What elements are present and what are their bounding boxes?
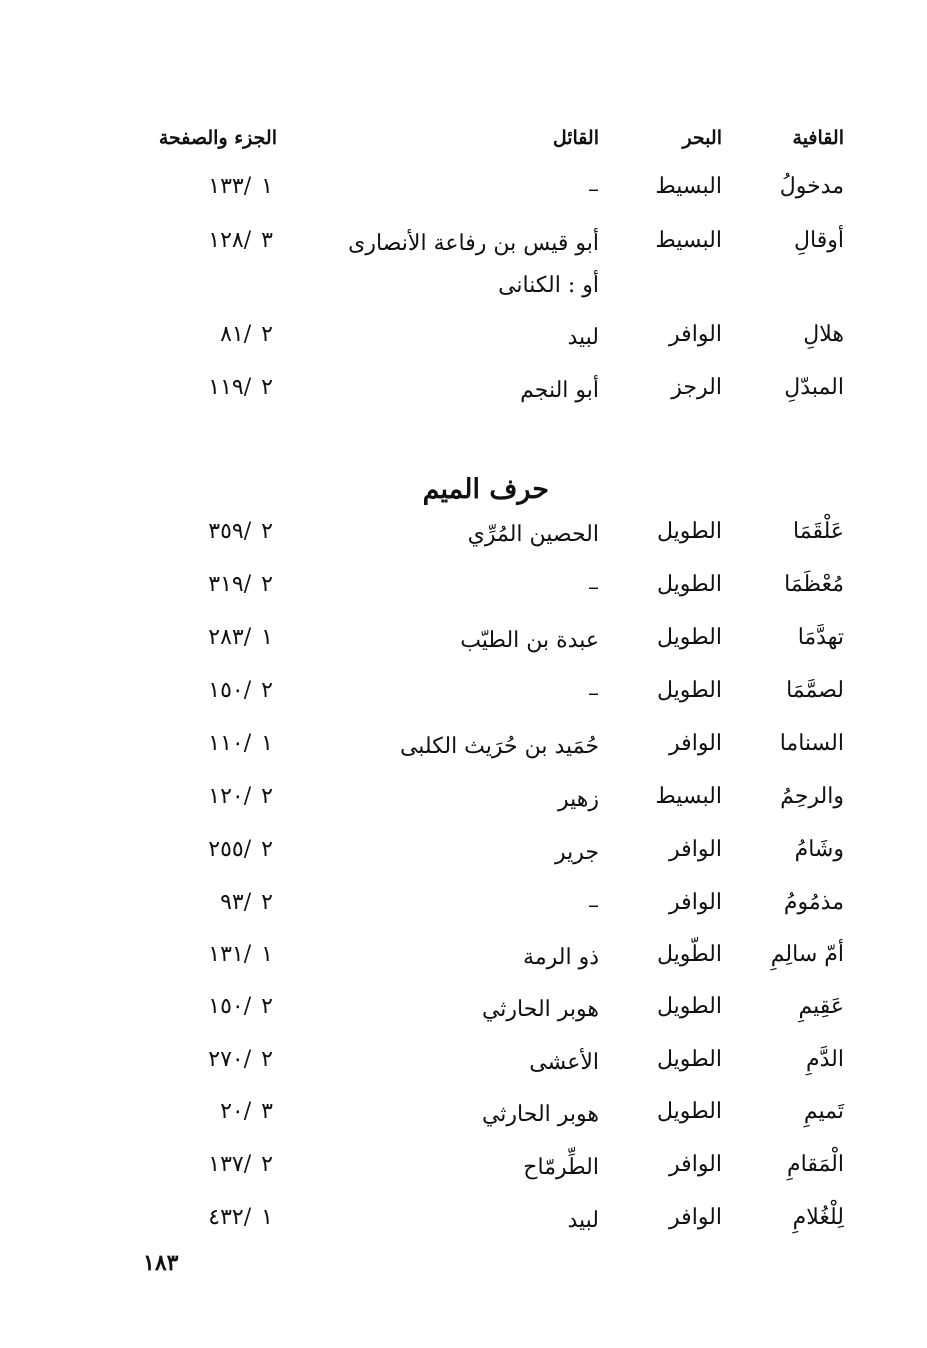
rhyme-cell: مذمُومُ <box>783 890 844 915</box>
header-ref: الجزء والصفحة <box>158 127 277 149</box>
meter-cell: الطويل <box>656 519 722 544</box>
ref-cell <box>208 170 273 204</box>
meter-cell: البسيط <box>655 228 722 253</box>
meter-cell: الطويل <box>656 1047 722 1072</box>
volume-number: ١ <box>261 1205 273 1230</box>
poet-cell: أبو قيس بن رفاعة الأنصارى <box>348 231 599 256</box>
table-row <box>0 727 927 771</box>
poet-cell: ذو الرمة <box>523 945 599 970</box>
rhyme-cell: تهدَّمَا <box>797 625 844 650</box>
page-ref: /١٢٨ <box>208 228 252 253</box>
ref-cell <box>220 318 273 352</box>
meter-cell: الطويل <box>656 625 722 650</box>
ref-cell <box>208 674 273 708</box>
table-row <box>0 1095 927 1139</box>
volume-number: ٢ <box>261 1047 273 1072</box>
meter-cell: الوافر <box>669 1205 722 1230</box>
meter-cell: الوافر <box>669 1152 722 1177</box>
table-row <box>0 1201 927 1245</box>
volume-number: ٢ <box>261 519 273 544</box>
volume-number: ٢ <box>261 994 273 1019</box>
volume-number: ١ <box>261 625 273 650</box>
table-row <box>0 371 927 415</box>
ref-cell <box>208 1148 273 1182</box>
volume-number: ٢ <box>261 678 273 703</box>
header-rhyme: القافية <box>792 127 844 149</box>
table-row <box>0 568 927 612</box>
rhyme-cell: أوقالِ <box>794 228 844 253</box>
ref-cell <box>208 780 273 814</box>
ref-cell <box>208 1201 273 1235</box>
meter-cell: الوافر <box>669 890 722 915</box>
header-meter: البحر <box>682 127 722 149</box>
rhyme-cell: السناما <box>779 731 844 756</box>
rhyme-cell: عَلْقَمَا <box>793 519 844 544</box>
page-ref: /١١٩ <box>208 375 252 400</box>
ref-cell <box>220 1095 273 1129</box>
meter-cell: الوافر <box>669 731 722 756</box>
ref-cell <box>208 1043 273 1077</box>
table-row <box>0 1043 927 1087</box>
table-row <box>0 318 927 362</box>
page-ref: /٢٧٠ <box>208 1047 252 1072</box>
poet-cell: – <box>588 893 599 918</box>
poet-cell: الأعشى <box>529 1050 599 1075</box>
rhyme-cell: مدخولُ <box>779 174 844 199</box>
header-poet: القائل <box>552 127 599 149</box>
rhyme-cell: الْمَقامِ <box>787 1152 844 1177</box>
poet-cell: لبيد <box>567 1208 599 1233</box>
poet-cell: عبدة بن الطيّب <box>460 628 599 653</box>
poet-cell: الطِّرمّاح <box>523 1155 599 1180</box>
page-ref: /١٣١ <box>208 942 252 967</box>
volume-number: ٣ <box>261 1099 273 1124</box>
poet-cell: زهير <box>557 787 599 812</box>
volume-number: ١ <box>261 731 273 756</box>
rhyme-cell: والرحِمُ <box>780 784 844 809</box>
table-row <box>0 780 927 824</box>
page-ref: /١٣٧ <box>208 1152 252 1177</box>
meter-cell: البسيط <box>655 174 722 199</box>
rhyme-cell: مُعْظَمَا <box>784 572 844 597</box>
volume-number: ٢ <box>261 322 273 347</box>
meter-cell: الوافر <box>669 837 722 862</box>
table-row <box>0 170 927 214</box>
poet-alt-cell: أو : الكنانى <box>498 273 599 298</box>
poet-cell: الحصين المُرِّي <box>467 522 599 547</box>
poet-cell: حُمَيد بن حُرَيث الكلبى <box>399 734 599 759</box>
rhyme-cell: أمّ سالِمِ <box>770 942 844 967</box>
poet-cell: جرير <box>555 840 599 865</box>
ref-cell <box>208 727 273 761</box>
page-ref: /٢٠ <box>220 1099 252 1124</box>
volume-number: ٢ <box>261 1152 273 1177</box>
table-row <box>0 833 927 877</box>
rhyme-cell: لِلْغُلامِ <box>792 1205 844 1230</box>
volume-number: ٢ <box>261 890 273 915</box>
meter-cell: الطويل <box>656 1099 722 1124</box>
table-row <box>0 1148 927 1192</box>
volume-number: ٢ <box>261 784 273 809</box>
page-ref: /١٢٠ <box>208 784 252 809</box>
page-number: ١٨٣ <box>143 1250 179 1276</box>
meter-cell: الرجز <box>671 375 722 400</box>
meter-cell: الطويل <box>656 572 722 597</box>
poet-cell: أبو النجم <box>520 378 599 403</box>
meter-cell: البسيط <box>655 784 722 809</box>
meter-cell: الطّويل <box>656 942 722 967</box>
table-row <box>0 224 927 304</box>
meter-cell: الطويل <box>656 678 722 703</box>
table-row <box>0 990 927 1034</box>
page-ref: /١٥٠ <box>208 678 252 703</box>
page-ref: /٨١ <box>220 322 252 347</box>
page-ref: /٩٣ <box>220 890 252 915</box>
table-row <box>0 938 927 982</box>
rhyme-cell: تَميمِ <box>803 1099 844 1124</box>
table-header <box>0 121 927 165</box>
ref-cell <box>208 224 273 258</box>
volume-number: ١ <box>261 942 273 967</box>
ref-cell <box>208 990 273 1024</box>
ref-cell <box>208 371 273 405</box>
rhyme-cell: عَقِيمِ <box>798 994 844 1019</box>
page-ref: /٣١٩ <box>208 572 252 597</box>
ref-cell <box>208 515 273 549</box>
poet-cell: – <box>588 177 599 202</box>
page-ref: /١٥٠ <box>208 994 252 1019</box>
poet-cell: هوبر الحارثي <box>481 997 599 1022</box>
volume-number: ٢ <box>261 375 273 400</box>
page-ref: /٢٨٣ <box>208 625 252 650</box>
meter-cell: الوافر <box>669 322 722 347</box>
rhyme-cell: المبدّلِ <box>784 375 844 400</box>
rhyme-cell: الدَّمِ <box>806 1047 844 1072</box>
volume-number: ٣ <box>261 228 273 253</box>
poet-cell: – <box>588 575 599 600</box>
meter-cell: الطويل <box>656 994 722 1019</box>
page-ref: /٣٥٩ <box>208 519 252 544</box>
ref-cell <box>220 886 273 920</box>
poet-cell: هوبر الحارثي <box>481 1102 599 1127</box>
volume-number: ١ <box>261 174 273 199</box>
ref-cell <box>208 833 273 867</box>
ref-cell <box>208 621 273 655</box>
table-row <box>0 674 927 718</box>
table-row <box>0 886 927 930</box>
rhyme-cell: لصمَّمَا <box>786 678 844 703</box>
ref-cell <box>208 568 273 602</box>
ref-cell <box>208 938 273 972</box>
rhyme-cell: هلالِ <box>803 322 844 347</box>
poet-cell: – <box>588 681 599 706</box>
page-ref: /٤٣٢ <box>208 1205 252 1230</box>
poet-cell: لبيد <box>567 325 599 350</box>
page-ref: /١١٠ <box>208 731 252 756</box>
page-ref: /١٣٣ <box>208 174 252 199</box>
volume-number: ٢ <box>261 572 273 597</box>
table-row <box>0 621 927 665</box>
section-title: حرف الميم <box>422 474 549 505</box>
volume-number: ٢ <box>261 837 273 862</box>
table-row <box>0 515 927 559</box>
rhyme-cell: وشَامُ <box>794 837 844 862</box>
page-ref: /٢٥٥ <box>208 837 252 862</box>
